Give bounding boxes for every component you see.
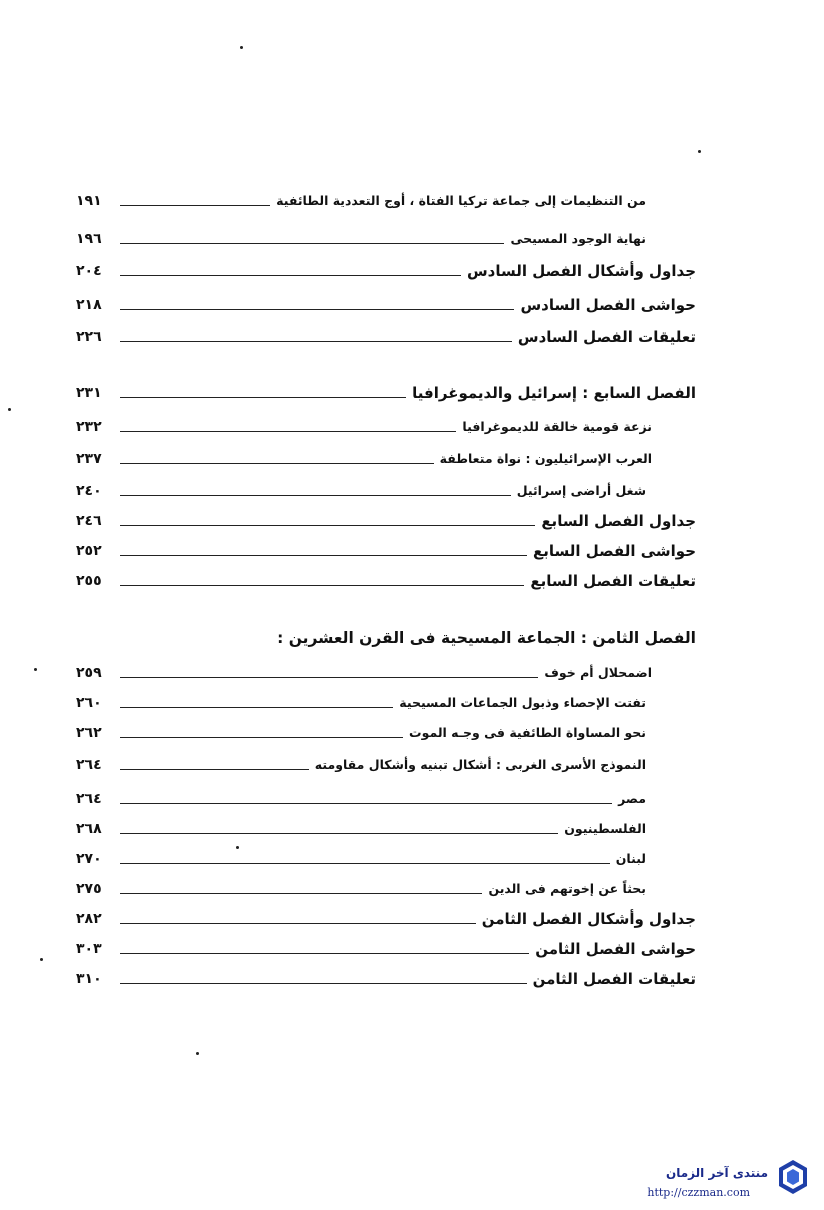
toc-entry-title: بحثاً عن إخوتهم فى الدين: [488, 881, 646, 896]
chapter-heading: الفصل الثامن : الجماعة المسيحية فى القرن العشرين :: [277, 629, 696, 647]
toc-entry-page: ٢٧٥: [76, 881, 102, 897]
toc-entry-page: ٣٠٣: [76, 941, 102, 957]
toc-entry[interactable]: [76, 752, 646, 774]
toc-entry-page: ٢٢٦: [76, 329, 102, 345]
toc-chapter-entry[interactable]: [76, 380, 696, 402]
toc-entry-page: ٣١٠: [76, 971, 102, 987]
leader-line: [120, 585, 524, 586]
toc-entry-page: ٢٠٤: [76, 263, 102, 279]
toc-entry-title: لبنان: [615, 851, 646, 866]
scan-speck: [240, 46, 243, 49]
toc-entry-page: ٢٣٧: [76, 451, 102, 467]
toc-entry[interactable]: [76, 876, 646, 898]
toc-entry-page: ٢٥٢: [76, 543, 102, 559]
toc-entry-title: مصر: [618, 791, 646, 806]
leader-line: [120, 341, 512, 342]
toc-entry-title: النموذج الأسرى الغربى : أشكال تبنيه وأشكال مقاومته: [314, 757, 646, 772]
leader-line: [120, 243, 504, 244]
leader-line: [120, 803, 612, 804]
toc-entry-page: ٢٨٢: [76, 911, 102, 927]
leader-line: [120, 737, 403, 738]
scan-speck: [34, 668, 37, 671]
toc-entry[interactable]: [76, 508, 696, 530]
leader-line: [120, 555, 527, 556]
toc-entry[interactable]: [76, 936, 696, 958]
forum-name: منتدى آخر الزمان: [666, 1166, 768, 1180]
toc-entry[interactable]: [76, 906, 696, 928]
toc-entry[interactable]: [76, 324, 696, 346]
scan-speck: [236, 846, 239, 849]
toc-entry[interactable]: [76, 846, 646, 868]
toc-entry[interactable]: [76, 414, 696, 436]
toc-entry-title: جداول الفصل السابع: [541, 512, 696, 530]
toc-entry[interactable]: [76, 720, 646, 742]
leader-line: [120, 525, 535, 526]
forum-logo-icon: [776, 1158, 810, 1196]
toc-entry-title: تعليقات الفصل السابع: [530, 572, 696, 590]
toc-entry[interactable]: [76, 188, 646, 210]
scan-speck: [698, 150, 701, 153]
leader-line: [120, 397, 406, 398]
toc-entry-title: نهاية الوجود المسيحى: [510, 231, 646, 246]
toc-entry-page: ١٩١: [76, 193, 102, 209]
leader-line: [120, 677, 538, 678]
leader-line: [120, 463, 434, 464]
toc-entry-page: ٢٥٩: [76, 665, 102, 681]
toc-entry-page: ٢٤٠: [76, 483, 102, 499]
toc-entry-page: ٢٧٠: [76, 851, 102, 867]
toc-entry-title: جداول وأشكال الفصل الثامن: [481, 910, 696, 928]
toc-entry[interactable]: [76, 660, 696, 682]
toc-entry-title: من التنظيمات إلى جماعة تركيا الفتاة ، أوج التعددية الطائفية: [276, 193, 646, 208]
leader-line: [120, 983, 527, 984]
toc-entry-title: الفلسطينيون: [564, 821, 646, 836]
leader-line: [120, 309, 514, 310]
toc-entry[interactable]: [76, 690, 646, 712]
leader-line: [120, 205, 270, 206]
leader-line: [120, 495, 511, 496]
leader-line: [120, 275, 461, 276]
leader-line: [120, 863, 610, 864]
scan-speck: [40, 958, 43, 961]
toc-entry-title: حواشى الفصل الثامن: [535, 940, 696, 958]
toc-entry-page: ١٩٦: [76, 231, 102, 247]
toc-entry[interactable]: [76, 478, 646, 500]
toc-entry-title: حواشى الفصل السادس: [520, 296, 696, 314]
toc-entry-page: ٢٦٤: [76, 791, 102, 807]
toc-entry-page: ٢٤٦: [76, 513, 102, 529]
toc-entry-page: ٢٣١: [76, 385, 102, 401]
toc-entry-title: اضمحلال أم خوف: [544, 665, 652, 680]
leader-line: [120, 893, 482, 894]
scan-speck: [196, 1052, 199, 1055]
leader-line: [120, 769, 309, 770]
toc-entry[interactable]: [76, 226, 646, 248]
toc-entry-title: تعليقات الفصل الثامن: [532, 970, 696, 988]
toc-entry-title: نزعة قومية خالقة للديموغرافيا: [462, 419, 652, 434]
toc-entry-title: تفتت الإحصاء وذبول الجماعات المسيحية: [399, 695, 646, 710]
leader-line: [120, 923, 476, 924]
toc-entry[interactable]: [76, 966, 696, 988]
toc-entry-title: شغل أراضى إسرائيل: [516, 483, 646, 498]
toc-entry-title: حواشى الفصل السابع: [532, 542, 696, 560]
toc-entry-title: العرب الإسرائيليون : نواة متعاطفة: [439, 451, 652, 466]
leader-line: [120, 707, 393, 708]
toc-entry[interactable]: [76, 538, 696, 560]
toc-entry-page: ٢١٨: [76, 297, 102, 313]
toc-entry-title: تعليقات الفصل السادس: [517, 328, 696, 346]
toc-entry-page: ٢٦٨: [76, 821, 102, 837]
toc-entry-page: ٢٥٥: [76, 573, 102, 589]
toc-entry-title: نحو المساواة الطائفية فى وجـه الموت: [409, 725, 646, 740]
leader-line: [120, 833, 558, 834]
toc-entry-title: جداول وأشكال الفصل السادس: [466, 262, 696, 280]
scan-speck: [8, 408, 11, 411]
toc-entry[interactable]: [76, 816, 646, 838]
toc-entry-page: ٢٦٤: [76, 757, 102, 773]
toc-entry-page: ٢٣٢: [76, 419, 102, 435]
toc-entry-page: ٢٦٠: [76, 695, 102, 711]
toc-entry[interactable]: [76, 568, 696, 590]
toc-entry[interactable]: [76, 292, 696, 314]
leader-line: [120, 953, 529, 954]
leader-line: [120, 431, 456, 432]
toc-entry[interactable]: [76, 786, 646, 808]
toc-entry[interactable]: [76, 446, 696, 468]
toc-entry-title: الفصل السابع : إسرائيل والديموغرافيا: [412, 384, 696, 402]
toc-entry-page: ٢٦٢: [76, 725, 102, 741]
toc-entry[interactable]: [76, 258, 696, 280]
forum-url[interactable]: http://czzman.com: [647, 1186, 750, 1199]
